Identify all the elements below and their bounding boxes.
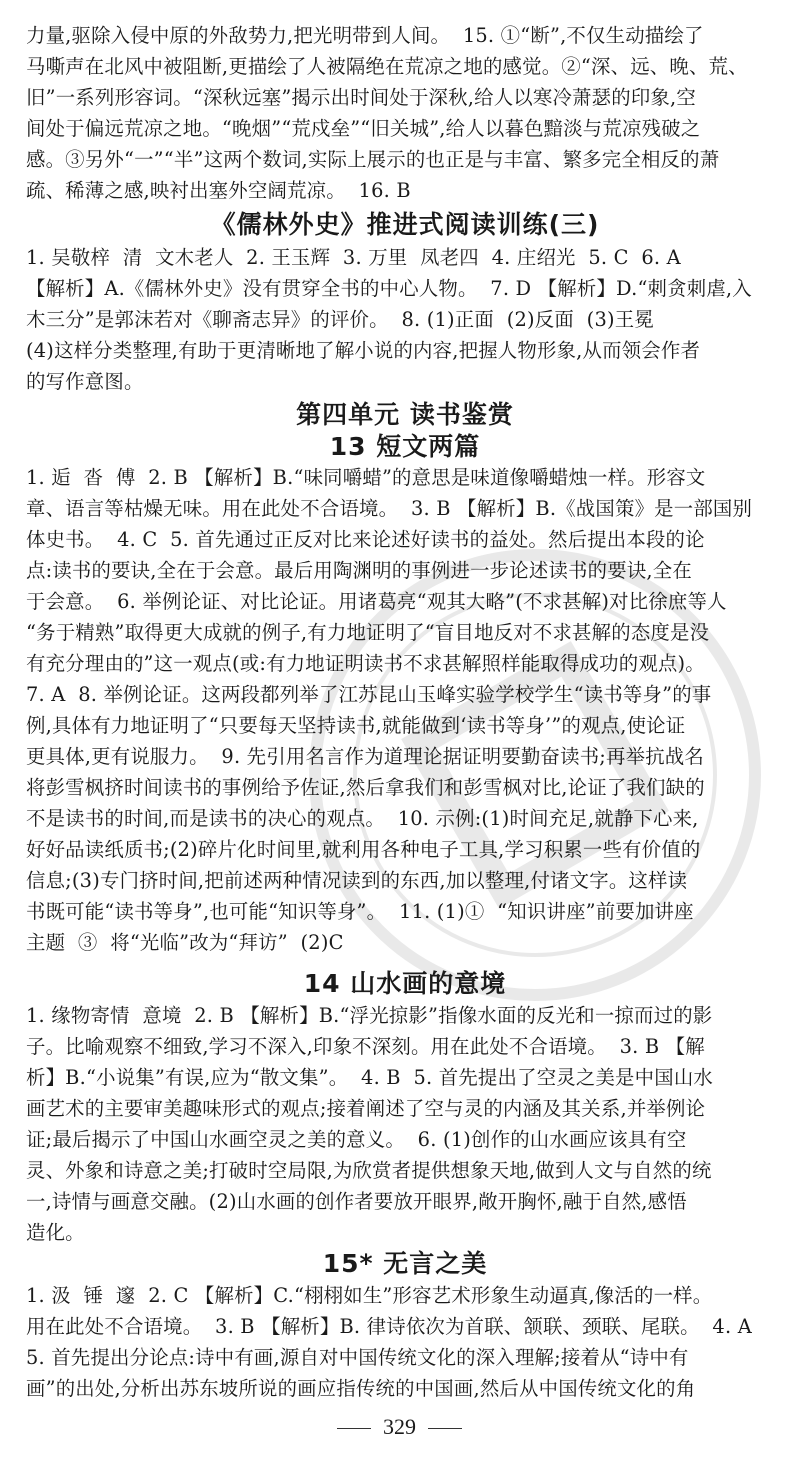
text-line: 木三分”是郭沫若对《聊斋志异》的评价。 8. (1)正面 (2)反面 (3)王冕 — [26, 308, 654, 331]
text-line: 更具体,更有说服力。 9. 先引用名言作为道理论据证明要勤奋读书;再举抗战名 — [26, 745, 704, 768]
text-line: 1. 吴敬梓 清 文木老人 2. 王玉辉 3. 万里 凤老四 4. 庄绍光 5. C 6. A — [26, 246, 681, 269]
text-line: 章、语言等枯燥无味。用在此处不合语境。 3. B 【解析】B.《战国策》是一部国别 — [26, 497, 753, 520]
text-line: 马嘶声在北风中被阻断,更描绘了人被隔绝在荒凉之地的感觉。②“深、远、晚、荒、 — [26, 55, 748, 78]
section-continuation — [26, 20, 784, 206]
text-line: 将彭雪枫挤时间读书的事例给予佐证,然后拿我们和彭雪枫对比,论证了我们缺的 — [26, 776, 705, 799]
text-line: 不是读书的时间,而是读书的决心的观点。 10. 示例:(1)时间充足,就静下心来, — [26, 807, 699, 830]
text-line: “务于精熟”取得更大成就的例子,有力地证明了“盲目地反对不求甚解的态度是没 — [26, 621, 710, 644]
section-title: 《儒林外史》推进式阅读训练(三) — [210, 210, 600, 239]
text-line: 造化。 — [26, 1221, 85, 1244]
page-number: 329 — [0, 1414, 799, 1440]
text-line: 体史书。 4. C 5. 首先通过正反对比来论述好读书的益处。然后提出本段的论 — [26, 528, 705, 551]
text-line: 例,具体有力地证明了“只要每天坚持读书,就能做到‘读书等身’”的观点,使论证 — [26, 714, 686, 737]
text-line: (4)这样分类整理,有助于更清晰地了解小说的内容,把握人物形象,从而领会作者 — [26, 339, 701, 362]
text-line: 点:读书的要诀,全在于会意。最后用陶渊明的事例进一步论述读书的要诀,全在 — [26, 559, 692, 582]
text-line: 有充分理由的”这一观点(或:有力地证明读书不求甚解照样能取得成功的观点)。 — [26, 652, 705, 675]
text-line: 疏、稀薄之感,映衬出塞外空阔荒凉。 16. B — [26, 179, 411, 202]
text-line: 1. 缘物寄情 意境 2. B 【解析】B.“浮光掠影”指像水面的反光和一掠而过的影 — [26, 1004, 713, 1027]
text-line: 旧”一系列形容词。“深秋远塞”揭示出时间处于深秋,给人以寒冷萧瑟的印象,空 — [26, 86, 696, 109]
section-rulin — [26, 208, 784, 397]
text-line: 7. A 8. 举例论证。这两段都列举了江苏昆山玉峰实验学校学生“读书等身”的事 — [26, 683, 712, 706]
text-line: 的写作意图。 — [26, 370, 144, 393]
text-line: 信息;(3)专门挤时间,把前述两种情况读到的东西,加以整理,付诸文字。这样读 — [26, 869, 688, 892]
text-line: 子。比喻观察不细致,学习不深入,印象不深刻。用在此处不合语境。 3. B 【解 — [26, 1035, 705, 1058]
text-line: 画”的出处,分析出苏东坡所说的画应指传统的中国画,然后从中国传统文化的角 — [26, 1377, 696, 1400]
text-line: 力量,驱除入侵中原的外敌势力,把光明带到人间。 15. ①“断”,不仅生动描绘了 — [26, 24, 704, 47]
lesson-title: 13 短文两篇 — [329, 432, 481, 461]
text-line: 5. 首先提出分论点:诗中有画,源自对中国传统文化的深入理解;接着从“诗中有 — [26, 1346, 689, 1369]
text-line: 书既可能“读书等身”,也可能“知识等身”。 11. (1)① “知识讲座”前要加讲座 — [26, 900, 694, 923]
section-lesson-13 — [26, 398, 784, 958]
section-lesson-14 — [26, 968, 784, 1248]
text-line: 一,诗情与画意交融。(2)山水画的创作者要放开眼界,敞开胸怀,融于自然,感悟 — [26, 1190, 687, 1213]
text-line: 【解析】A.《儒林外史》没有贯穿全书的中心人物。 7. D 【解析】D.“刺贪刺虐,入 — [26, 277, 752, 300]
text-line: 灵、外象和诗意之美;打破时空局限,为欣赏者提供想象天地,做到人文与自然的统 — [26, 1159, 712, 1182]
text-line: 证;最后揭示了中国山水画空灵之美的意义。 6. (1)创作的山水画应该具有空 — [26, 1128, 687, 1151]
text-line: 好好品读纸质书;(2)碎片化时间里,就利用各种电子工具,学习积累一些有价值的 — [26, 838, 701, 861]
unit-title: 第四单元 读书鉴赏 — [296, 400, 514, 429]
text-line: 1. 汲 锤 邃 2. C 【解析】C.“栩栩如生”形容艺术形象生动逼真,像活的一样。 — [26, 1284, 713, 1307]
text-line: 于会意。 6. 举例论证、对比论证。用诸葛亮“观其大略”(不求甚解)对比徐庶等人 — [26, 590, 727, 613]
text-line: 间处于偏远荒凉之地。“晚烟”“荒戍垒”“旧关城”,给人以暮色黯淡与荒凉残破之 — [26, 117, 701, 140]
section-lesson-15 — [26, 1248, 784, 1404]
text-line: 感。③另外“一”“半”这两个数词,实际上展示的也正是与丰富、繁多完全相反的萧 — [26, 148, 720, 171]
lesson-title: 14 山水画的意境 — [303, 969, 507, 998]
text-line: 用在此处不合语境。 3. B 【解析】B. 律诗依次为首联、颔联、颈联、尾联。 4. A — [26, 1315, 752, 1338]
lesson-title: 15* 无言之美 — [322, 1249, 488, 1278]
text-line: 主题 ③ 将“光临”改为“拜访” (2)C — [26, 931, 344, 954]
text-line: 画艺术的主要审美趣味形式的观点;接着阐述了空与灵的内涵及其关系,并举例论 — [26, 1097, 706, 1120]
text-line: 析】B.“小说集”有误,应为“散文集”。 4. B 5. 首先提出了空灵之美是中国山水 — [26, 1066, 714, 1089]
text-line: 1. 逅 沓 傅 2. B 【解析】B.“味同嚼蜡”的意思是味道像嚼蜡烛一样。形容文 — [26, 466, 706, 489]
